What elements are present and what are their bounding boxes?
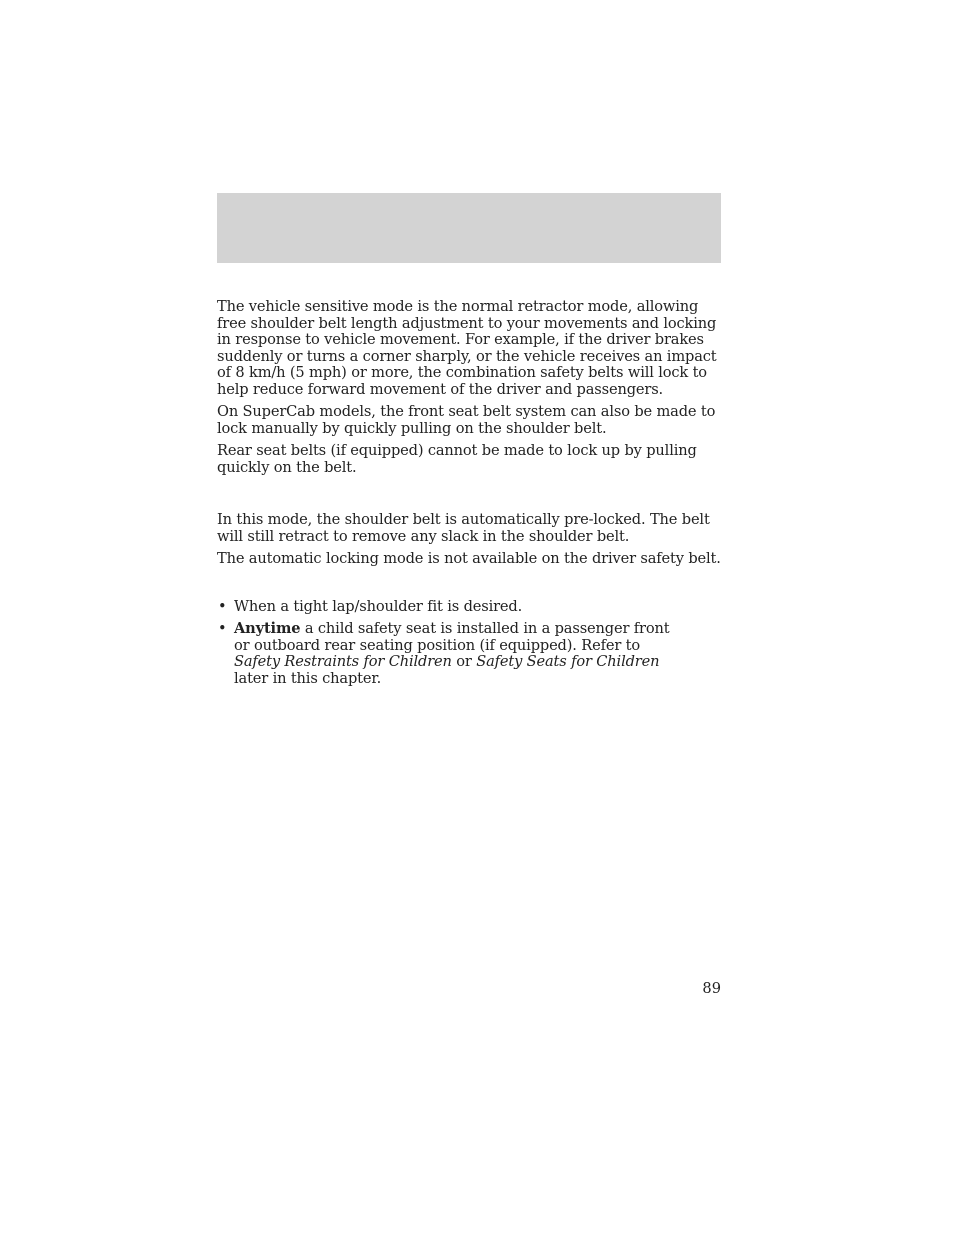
bullet-text: a child safety seat is installed in a passenger front or outboard rear seating position (if equipped). Refer to xyxy=(234,620,670,654)
bullet-dot-icon: • xyxy=(218,597,227,615)
bullet-dot-icon: • xyxy=(218,620,227,637)
page-number: 89 xyxy=(702,980,721,997)
bullet-text: later in this chapter. xyxy=(234,669,382,687)
section-gap xyxy=(217,574,727,599)
paragraph-pre-locked-mode: In this mode, the shoulder belt is automatically pre-locked. The belt will still retract to remove any slack in the shoulder belt. xyxy=(217,511,710,545)
bullet-emphasis: Anytime xyxy=(234,620,301,637)
header-band xyxy=(217,193,721,263)
reference-title: Safety Restraints for Children xyxy=(234,653,452,670)
paragraph-supercab-manual-lock: On SuperCab models, the front seat belt system can also be made to lock manually by quickly pulling on the shoulder belt. xyxy=(217,403,716,437)
paragraph-vehicle-sensitive-mode: The vehicle sensitive mode is the normal retractor mode, allowing free shoulder belt length adjustment to your movements and locking in response to vehicle movement. For example, if the driver brakes suddenly or turns a corner sharply, or the vehicle receives an impact of 8 km/h (5 mph) or more, the combination safety belts will lock to help reduce forward movement of the driver and passengers. xyxy=(217,298,717,398)
bullet-text: or xyxy=(451,653,477,670)
paragraph-rear-seat-belts: Rear seat belts (if equipped) cannot be made to lock up by pulling quickly on the belt. xyxy=(217,442,697,476)
bullet-item-tight-fit xyxy=(217,599,689,616)
bullet-text: When a tight lap/shoulder fit is desired. xyxy=(234,597,523,615)
section-gap xyxy=(217,482,727,512)
page-content xyxy=(217,299,727,693)
reference-title: Safety Seats for Children xyxy=(476,653,660,670)
paragraph-driver-belt-note: The automatic locking mode is not available on the driver safety belt. xyxy=(217,550,721,567)
bullet-list xyxy=(217,599,727,688)
bullet-item-child-seat xyxy=(217,621,689,687)
